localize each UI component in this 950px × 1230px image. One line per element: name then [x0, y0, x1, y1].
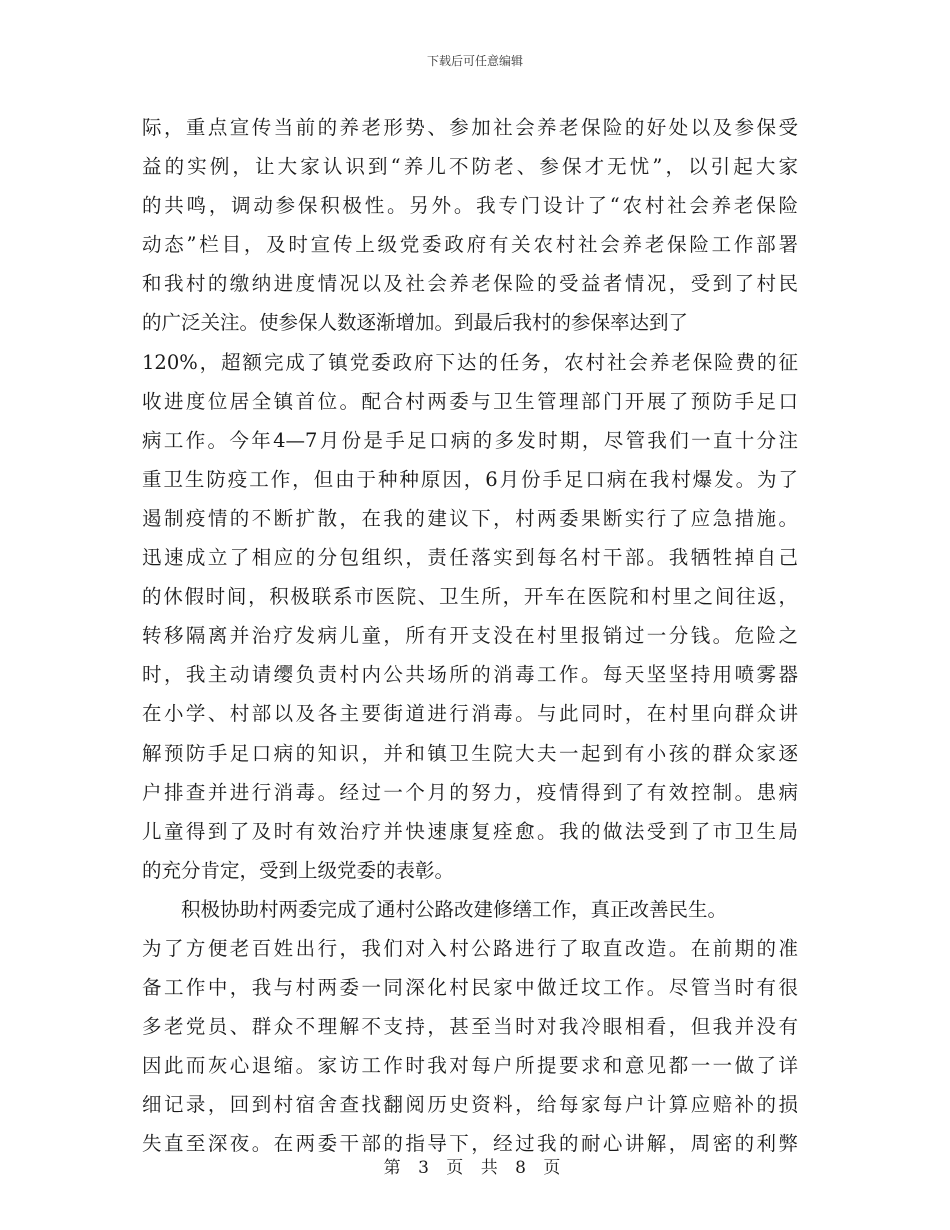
text-line: 的休假时间，积极联系市医院、卫生所，开车在医院和村里之间往返， — [142, 585, 798, 609]
text-line: 遏制疫情的不断扩散，在我的建议下，村两委果断实行了应急措施。 — [142, 506, 798, 530]
paragraph — [142, 108, 798, 890]
text-line: 的共鸣，调动参保积极性。另外。我专门设计了“农村社会养老保险 — [142, 194, 798, 218]
text-line: 备工作中，我与村两委一同深化村民家中做迁坟工作。尽管当时有很 — [142, 976, 798, 1000]
text-line: 益的实例，让大家认识到“养儿不防老、参保才无忧”，以引起大家 — [142, 155, 798, 179]
text-line: 转移隔离并治疗发病儿童，所有开支没在村里报销过一分钱。危险之 — [142, 624, 798, 648]
text-line: 在小学、村部以及各主要街道进行消毒。与此同时，在村里向群众讲 — [142, 702, 798, 726]
text-line: 时，我主动请缨负责村内公共场所的消毒工作。每天坚坚持用喷雾器 — [142, 663, 798, 687]
text-line: 细记录，回到村宿舍查找翻阅历史资料，给每家每户计算应赔补的损 — [142, 1093, 798, 1117]
text-line: 为了方便老百姓出行，我们对入村公路进行了取直改造。在前期的准 — [142, 936, 798, 960]
text-line: 积极协助村两委完成了通村公路改建修缮工作，真正改善民生。 — [181, 897, 728, 921]
text-line: 多老党员、群众不理解不支持，甚至当时对我冷眼相看，但我并没有 — [142, 1015, 798, 1039]
document-body — [142, 108, 798, 1164]
text-line: 收进度位居全镇首位。配合村两委与卫生管理部门开展了预防手足口 — [142, 389, 798, 413]
text-line: 的充分肯定，受到上级党委的表彰。 — [142, 858, 455, 882]
text-line: 的广泛关注。使参保人数逐渐增加。到最后我村的参保率达到了 — [142, 311, 689, 335]
text-line: 动态”栏目，及时宣传上级党委政府有关农村社会养老保险工作部署 — [142, 233, 798, 257]
text-line: 和我村的缴纳进度情况以及社会养老保险的受益者情况，受到了村民 — [142, 272, 798, 296]
text-line: 失直至深夜。在两委干部的指导下，经过我的耐心讲解，周密的利弊 — [142, 1132, 798, 1156]
text-line: 儿童得到了及时有效治疗并快速康复痊愈。我的做法受到了市卫生局 — [142, 819, 798, 843]
text-line: 重卫生防疫工作，但由于种种原因，6月份手足口病在我村爆发。为了 — [142, 467, 798, 491]
text-line: 病工作。今年4—7月份是手足口病的多发时期，尽管我们一直十分注 — [142, 428, 798, 452]
text-line: 户排查并进行消毒。经过一个月的努力，疫情得到了有效控制。患病 — [142, 780, 798, 804]
text-line: 迅速成立了相应的分包组织，责任落实到每名村干部。我牺牲掉自己 — [142, 546, 798, 570]
text-line: 际，重点宣传当前的养老形势、参加社会养老保险的好处以及参保受 — [142, 116, 798, 139]
text-line: 120%，超额完成了镇党委政府下达的任务，农村社会养老保险费的征 — [142, 350, 798, 374]
text-line: 解预防手足口病的知识，并和镇卫生院大夫一起到有小孩的群众家逐 — [142, 741, 798, 765]
paragraph — [142, 890, 798, 1164]
page-footer: 第 3 页 共 8 页 — [383, 1158, 567, 1178]
text-line: 因此而灰心退缩。家访工作时我对每户所提要求和意见都一一做了详 — [142, 1054, 798, 1078]
page-header: 下载后可任意编辑 — [426, 54, 523, 68]
